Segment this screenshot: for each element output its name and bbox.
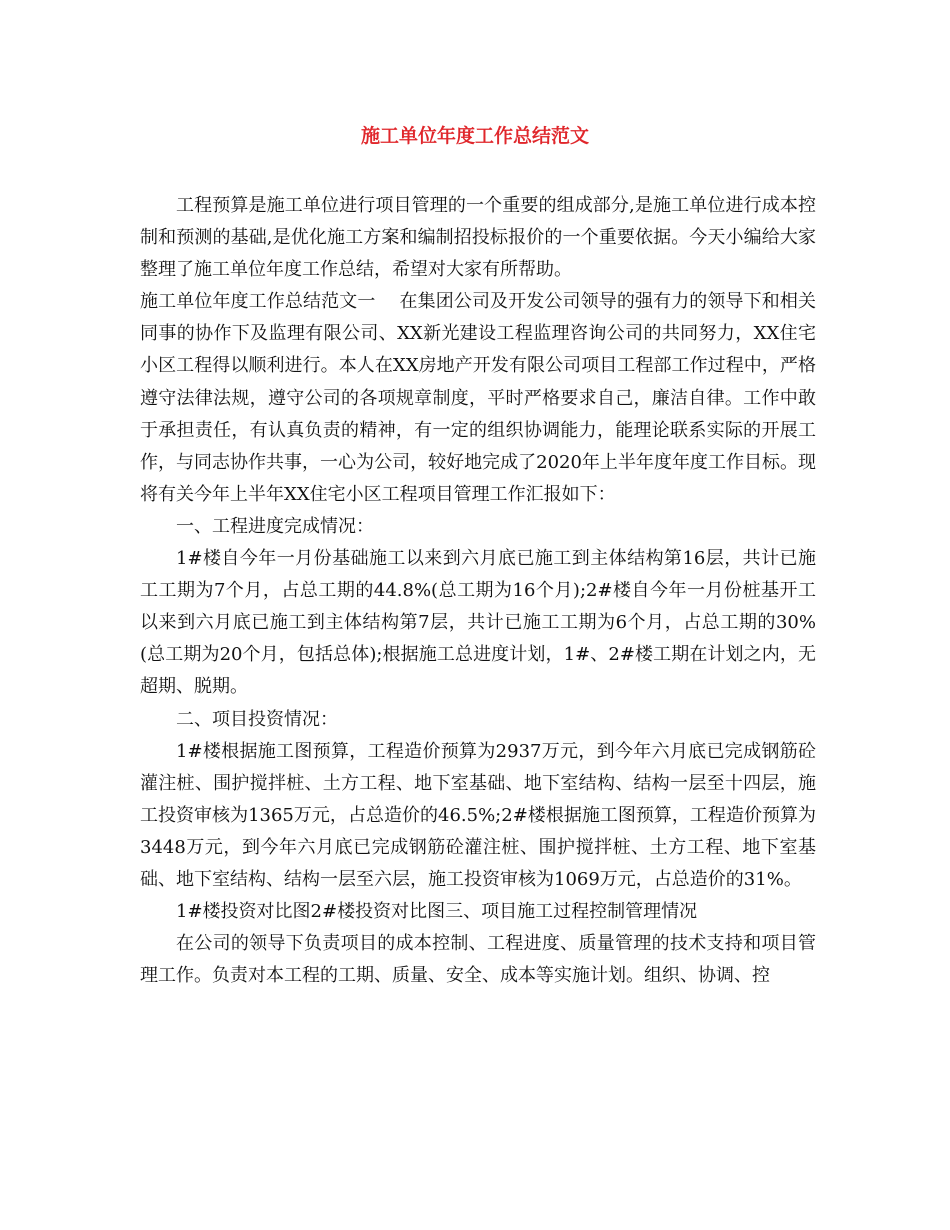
comparison-line: 1#楼投资对比图2#楼投资对比图三、项目施工过程控制管理情况 <box>176 901 698 923</box>
document-title: 施工单位年度工作总结范文 <box>360 125 589 147</box>
investment-paragraph: 1#楼根据施工图预算，工程造价预算为2937万元，到今年六月底已完成钢筋砼灌注桩、围护搅拌桩、土方工程、地下室基础、地下室结构、结构一层至十四层，施工投资审核为1365万元，占总造价的46.5%;2#楼根据施工图预算，工程造价预算为3448万元，到今年六月底已完成钢筋砼灌注桩、围护搅拌桩、土方工程、地下室基础、地下室结构、结构一层至六层，施工投资审核为1069万元，占总造价的31%。 <box>140 740 816 890</box>
section-one-heading: 施工单位年度工作总结范文一 <box>140 291 376 313</box>
intro-paragraph: 工程预算是施工单位进行项目管理的一个重要的组成部分,是施工单位进行成本控制和预测的基础,是优化施工方案和编制招投标报价的一个重要依据。今天小编给大家整理了施工单位年度工作总结，希望对大家有所帮助。 <box>140 195 816 281</box>
progress-heading: 一、工程进度完成情况： <box>176 515 374 537</box>
document-body <box>140 190 816 992</box>
progress-paragraph: 1#楼自今年一月份基础施工以来到六月底已施工到主体结构第16层，共计已施工工期为7个月，占总工期的44.8%(总工期为16个月);2#楼自今年一月份桩基开工以来到六月底已施工到主体结构第7层，共计已施工工期为6个月，占总工期的30%(总工期为20个月，包括总体);根据施工总进度计划，1#、2#楼工期在计划之内，无超期、脱期。 <box>140 548 816 698</box>
management-paragraph: 在公司的领导下负责项目的成本控制、工程进度、质量管理的技术支持和项目管理工作。负责对本工程的工期、质量、安全、成本等实施计划。组织、协调、控 <box>140 933 816 987</box>
section-one-paragraph <box>140 286 816 511</box>
section-one-text: 在集团公司及开发公司领导的强有力的领导下和相关同事的协作下及监理有限公司、XX新光建设工程监理咨询公司的共同努力，XX住宅小区工程得以顺利进行。本人在XX房地产开发有限公司项目工程部工作过程中，严格遵守法律法规，遵守公司的各项规章制度，平时严格要求自己，廉洁自律。工作中敢于承担责任，有认真负责的精神，有一定的组织协调能力，能理论联系实际的开展工作，与同志协作共事，一心为公司，较好地完成了2020年上半年度年度工作目标。现将有关今年上半年XX住宅小区工程项目管理工作汇报如下： <box>140 291 816 505</box>
investment-heading: 二、项目投资情况： <box>176 708 338 730</box>
